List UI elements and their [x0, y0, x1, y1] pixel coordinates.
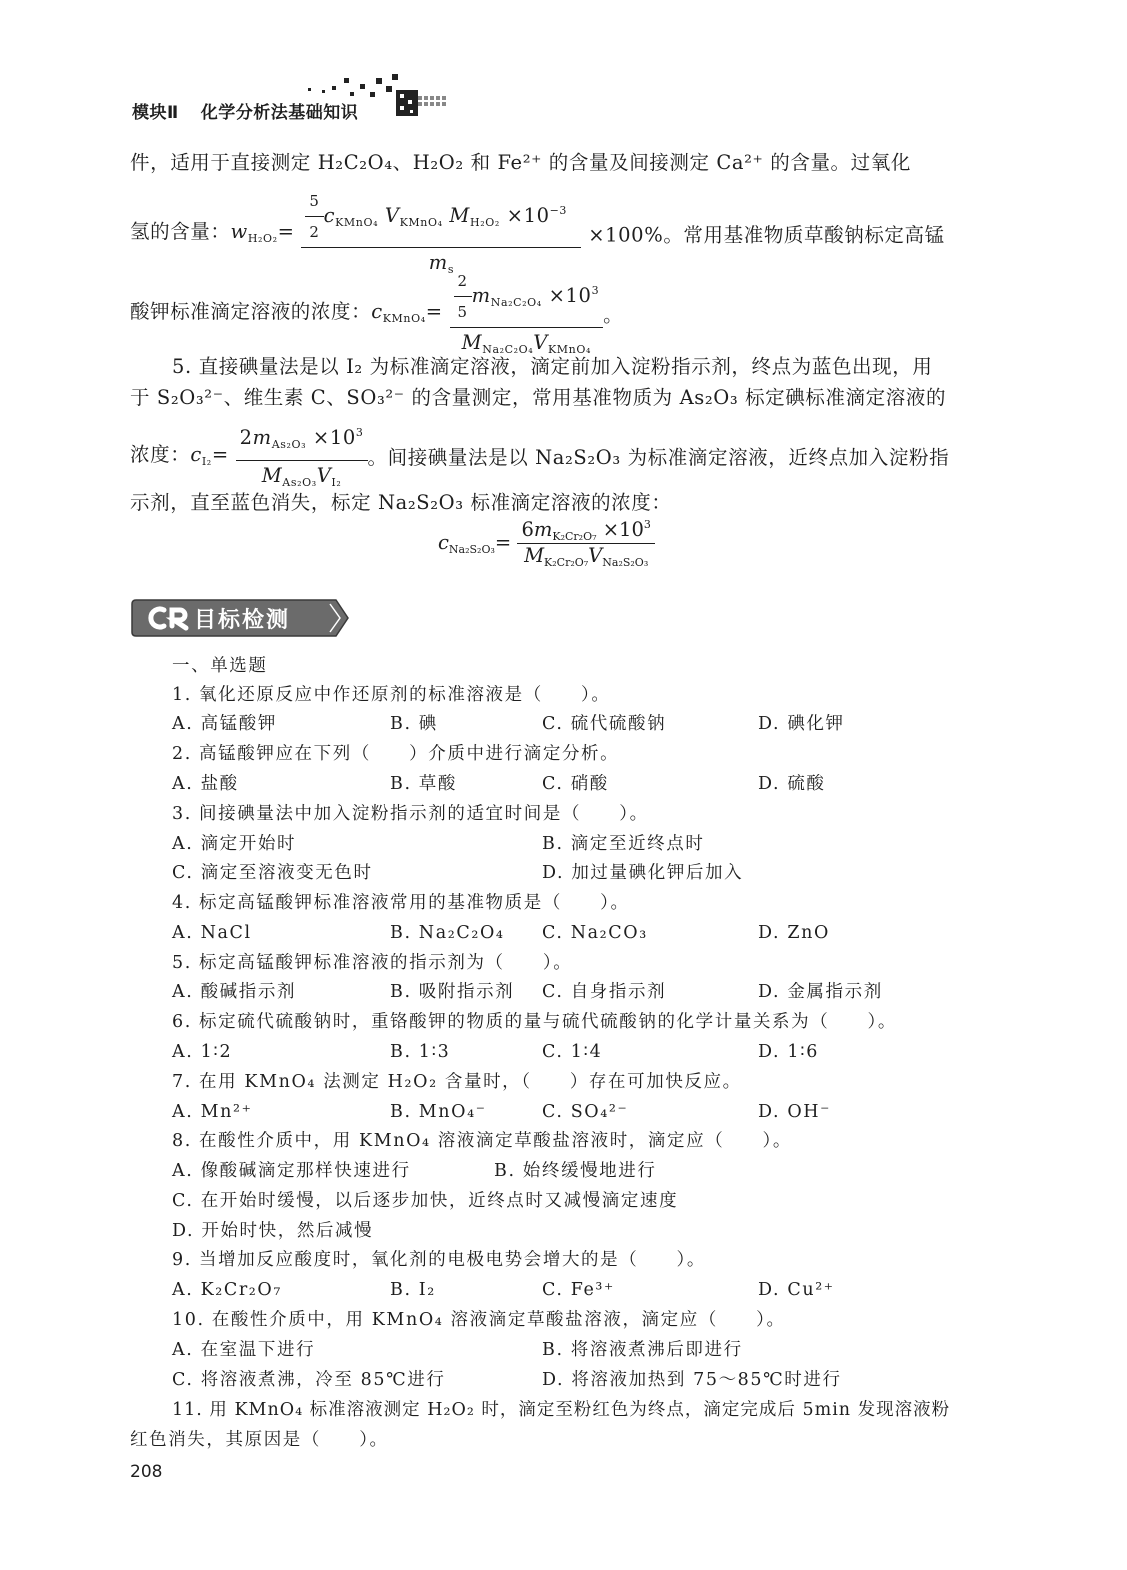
q2-option-c: C. 硝酸 — [542, 774, 609, 794]
i2-tail: 。间接碘量法是以 Na₂S₂O₃ 为标准滴定溶液，近终点加入淀粉指 — [367, 446, 950, 469]
q10-option-c: C. 将溶液煮沸，冷至 85℃进行 — [172, 1370, 446, 1390]
h2o2-fraction: $\frac{5}{2}$ $c_{KMnO_4}$ $V_{KMnO_4}$ $M_{H_2O_2} \times 10^{-3}$ $m_s$ — [301, 186, 581, 285]
section-title: 一、单选题 — [172, 656, 268, 676]
question-3-stem: 3. 间接碘量法中加入淀粉指示剂的适宜时间是（ ）。 — [172, 804, 649, 824]
q8-option-d: D. 开始时快，然后减慢 — [172, 1221, 374, 1241]
q1-option-a: A. 高锰酸钾 — [172, 714, 277, 734]
q3-option-c: C. 滴定至溶液变无色时 — [172, 863, 373, 883]
q3-option-a: A. 滴定开始时 — [172, 834, 297, 854]
q5-option-b: B. 吸附指示剂 — [390, 982, 515, 1002]
q6-option-d: D. 1∶6 — [758, 1042, 819, 1062]
q2-option-a: A. 盐酸 — [172, 774, 239, 794]
chapter-title: 化学分析法基础知识 — [200, 103, 359, 123]
h2o2-tail: ×100%。常用基准物质草酸钠标定高锰 — [588, 223, 945, 247]
question-6-stem: 6. 标定硫代硫酸钠时，重铬酸钾的物质的量与硫代硫酸钠的化学计量关系为（ ）。 — [172, 1012, 898, 1032]
question-7-stem: 7. 在用 KMnO₄ 法测定 H₂O₂ 含量时，（ ）存在可加快反应。 — [172, 1072, 742, 1092]
i2-label: 浓度：$c_{I_2}=$ — [130, 442, 229, 468]
q2-option-b: B. 草酸 — [390, 774, 457, 794]
q5-option-d: D. 金属指示剂 — [758, 982, 883, 1002]
q8-option-a: A. 像酸碱滴定那样快速进行 — [172, 1161, 411, 1181]
question-8-stem: 8. 在酸性介质中，用 KMnO₄ 溶液滴定草酸盐溶液时，滴定应（ ）。 — [172, 1131, 792, 1151]
q3-option-b: B. 滴定至近终点时 — [542, 834, 705, 854]
i2-formula-line — [130, 418, 1005, 489]
q10-option-d: D. 将溶液加热到 75～85℃时进行 — [542, 1370, 842, 1390]
question-2-stem: 2. 高锰酸钾应在下列（ ）介质中进行滴定分析。 — [172, 744, 620, 764]
q9-option-c: C. Fe³⁺ — [542, 1280, 615, 1300]
na2s2o3-formula: $c_{Na_2S_2O_3}=$ $\frac{6m_{K_2Cr_2O_7} \times 10^3}{M_{K_2Cr_2O_7}V_{Na_2S_2O_3}}$ — [438, 518, 655, 569]
q5-option-c: C. 自身指示剂 — [542, 982, 667, 1002]
h2o2-label: 氢的含量：$w_{H_2O_2}=$ — [130, 220, 295, 245]
kmno4-label: 酸钾标准滴定溶液的浓度：$c_{KMnO_4}=$ — [130, 300, 443, 325]
q7-option-c: C. SO₄²⁻ — [542, 1102, 629, 1122]
para5-line-4: 示剂，直至蓝色消失，标定 Na₂S₂O₃ 标准滴定溶液的浓度： — [130, 491, 672, 514]
q7-option-b: B. MnO₄⁻ — [390, 1102, 487, 1122]
q7-option-d: D. OH⁻ — [758, 1102, 831, 1122]
q9-option-b: B. I₂ — [390, 1280, 436, 1300]
q1-option-d: D. 碘化钾 — [758, 714, 845, 734]
q10-option-b: B. 将溶液煮沸后即进行 — [542, 1340, 743, 1360]
q5-option-a: A. 酸碱指示剂 — [172, 982, 297, 1002]
q7-option-a: A. Mn²⁺ — [172, 1102, 253, 1122]
question-1-stem: 1. 氧化还原反应中作还原剂的标准溶液是（ ）。 — [172, 685, 611, 705]
q8-option-b: B. 始终缓慢地进行 — [494, 1161, 657, 1181]
question-9-stem: 9. 当增加反应酸度时，氧化剂的电极电势会增大的是（ ）。 — [172, 1250, 707, 1270]
q4-option-d: D. ZnO — [758, 923, 830, 943]
banner-label: 目标检测 — [194, 608, 291, 633]
para5-line-2: 于 S₂O₃²⁻、维生素 C、SO₃²⁻ 的含量测定，常用基准物质为 As₂O₃ 标定碘标准滴定溶液的 — [130, 386, 947, 409]
kmno4-formula-line: 酸钾标准滴定溶液的浓度：$c_{KMnO_4}=$ $\frac{2}{5}$ $m_{Na_2C_2O_4} \times 10^3$ $M_{Na_2C_2O_4}V_{KMnO_4}$ 。 — [130, 266, 1005, 346]
header-pixel-decoration — [300, 70, 450, 120]
para5-line-1: 5. 直接碘量法是以 I₂ 为标准滴定溶液，滴定前加入淀粉指示剂，终点为蓝色出现，用 — [172, 355, 933, 378]
question-11-stem-line-2: 红色消失，其原因是（ ）。 — [130, 1430, 389, 1450]
question-11-stem-line-1: 11. 用 KMnO₄ 标准溶液测定 H₂O₂ 时，滴定至粉红色为终点，滴定完成后 5min 发现溶液粉 — [172, 1400, 951, 1420]
q4-option-a: A. NaCl — [172, 923, 252, 943]
q3-option-d: D. 加过量碘化钾后加入 — [542, 863, 744, 883]
q1-option-b: B. 碘 — [390, 714, 438, 734]
q8-option-c: C. 在开始时缓慢，以后逐步加快，近终点时又减慢滴定速度 — [172, 1191, 679, 1211]
question-5-stem: 5. 标定高锰酸钾标准溶液的指示剂为（ ）。 — [172, 953, 573, 973]
i2-fraction: $\frac{2m_{As_2O_3} \times 10^3}{M_{As_2O_3}V_{I_2}}$ — [236, 418, 368, 498]
q6-option-c: C. 1∶4 — [542, 1042, 603, 1062]
module-label: 模块Ⅱ — [132, 103, 179, 123]
q9-option-d: D. Cu²⁺ — [758, 1280, 835, 1300]
question-10-stem: 10. 在酸性介质中，用 KMnO₄ 溶液滴定草酸盐溶液，滴定应（ ）。 — [172, 1310, 786, 1330]
q9-option-a: A. K₂Cr₂O₇ — [172, 1280, 282, 1300]
kmno4-fraction: $\frac{2}{5}$ $m_{Na_2C_2O_4} \times 10^3$ $M_{Na_2C_2O_4}V_{KMnO_4}$ — [450, 266, 604, 365]
q6-option-a: A. 1∶2 — [172, 1042, 233, 1062]
question-4-stem: 4. 标定高锰酸钾标准溶液常用的基准物质是（ ）。 — [172, 893, 630, 913]
page-number: 208 — [130, 1462, 163, 1482]
intro-line-1: 件，适用于直接测定 H₂C₂O₄、H₂O₂ 和 Fe²⁺ 的含量及间接测定 Ca²⁺ 的含量。过氧化 — [130, 151, 911, 174]
q4-option-c: C. Na₂CO₃ — [542, 923, 648, 943]
q2-option-d: D. 硫酸 — [758, 774, 826, 794]
q4-option-b: B. Na₂C₂O₄ — [390, 923, 505, 943]
h2o2-formula-line — [130, 186, 1005, 276]
q6-option-b: B. 1∶3 — [390, 1042, 451, 1062]
q1-option-c: C. 硫代硫酸钠 — [542, 714, 667, 734]
q10-option-a: A. 在室温下进行 — [172, 1340, 316, 1360]
